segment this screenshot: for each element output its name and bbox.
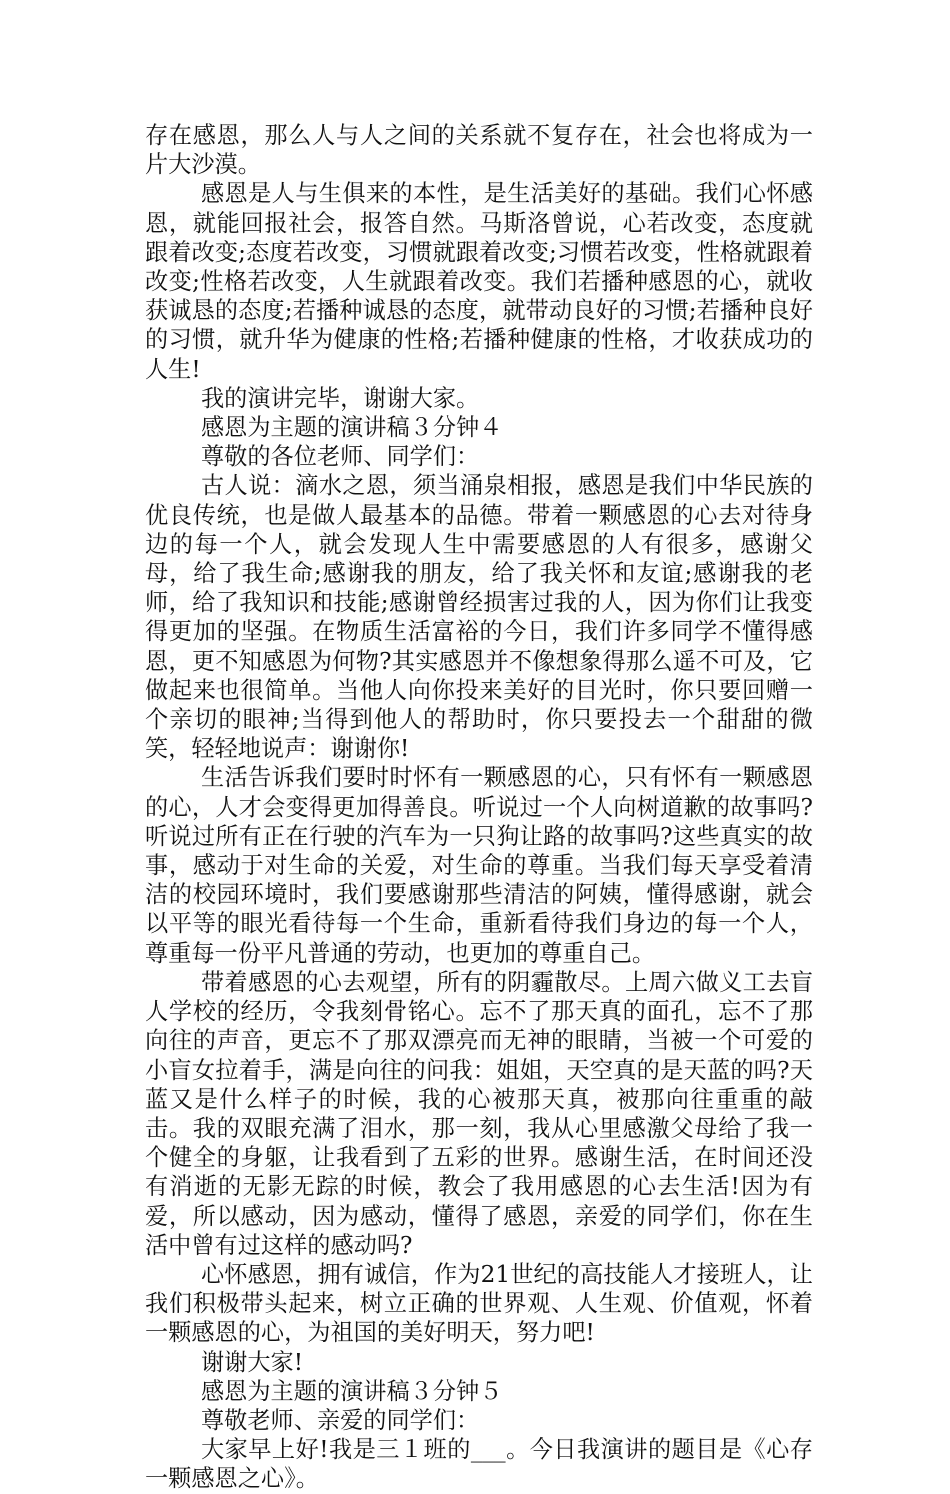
paragraph-7: 生活告诉我们要时时怀有一颗感恩的心，只有怀有一颗感恩的心，人才会变得更加得善良。听说过一个人向树道歉的故事吗?听说过所有正在行驶的汽车为一只狗让路的故事吗?这些真实的故事，感动于对生命的关爱，对生命的尊重。当我们每天享受着清洁的校园环境时，我们要感谢那些清洁的阿姨，懂得感谢，就会以平等的眼光看待每一个生命，重新看待我们身边的每一个人，尊重每一份平凡普通的劳动，也更加的尊重自己。 xyxy=(145,764,813,967)
closing-thanks: 谢谢大家! xyxy=(201,1348,304,1376)
speech-heading-5: 感恩为主题的演讲稿３分钟５ xyxy=(201,1377,503,1405)
document-page xyxy=(145,121,813,1494)
paragraph-1: 存在感恩，那么人与人之间的关系就不复存在，社会也将成为一片大沙漠。 xyxy=(145,122,813,179)
paragraph-8: 带着感恩的心去观望，所有的阴霾散尽。上周六做义工去盲人学校的经历，令我刻骨铭心。忘不了那天真的面孔，忘不了那向往的声音，更忘不了那双漂亮而无神的眼睛，当被一个可爱的小盲女拉着手，满是向往的问我：姐姐，天空真的是天蓝的吗?天蓝又是什么样子的时候，我的心被那天真，被那向往重重的敲击。我的双眼充满了泪水，那一刻，我从心里感激父母给了我一个健全的身躯，让我看到了五彩的世界。感谢生活，在时间还没有消逝的无影无踪的时候，教会了我用感恩的心去生活!因为有爱，所以感动，因为感动，懂得了感恩，亲爱的同学们，你在生活中曾有过这样的感动吗? xyxy=(145,968,813,1259)
speech-heading-4: 感恩为主题的演讲稿３分钟４ xyxy=(201,414,503,442)
greeting-4: 尊敬的各位老师、同学们： xyxy=(201,443,480,471)
paragraph-13: 大家早上好!我是三１班的___。今日我演讲的题目是《心存一颗感恩之心》。 xyxy=(145,1436,813,1493)
greeting-5: 尊敬老师、亲爱的同学们： xyxy=(201,1406,480,1434)
paragraph-6: 古人说：滴水之恩，须当涌泉相报，感恩是我们中华民族的优良传统，也是做人最基本的品德。带着一颗感恩的心去对待身边的每一个人，就会发现人生中需要感恩的人有很多，感谢父母，给了我生命;感谢我的朋友，给了我关怀和友谊;感谢我的老师，给了我知识和技能;感谢曾经损害过我的人，因为你们让我变得更加的坚强。在物质生活富裕的今日，我们许多同学不懂得感恩，更不知感恩为何物?其实感恩并不像想象得那么遥不可及，它做起来也很简单。当他人向你投来美好的目光时，你只要回赠一个亲切的眼神;当得到他人的帮助时，你只要投去一个甜甜的微笑，轻轻地说声：谢谢你! xyxy=(145,472,813,763)
paragraph-2: 感恩是人与生俱来的本性，是生活美好的基础。我们心怀感恩，就能回报社会，报答自然。马斯洛曾说，心若改变，态度就跟着改变;态度若改变，习惯就跟着改变;习惯若改变，性格就跟着改变;性格若改变，人生就跟着改变。我们若播种感恩的心，就收获诚恳的态度;若播种诚恳的态度，就带动良好的习惯;若播种良好的习惯，就升华为健康的性格;若播种健康的性格，才收获成功的人生! xyxy=(145,180,813,383)
paragraph-3: 我的演讲完毕，谢谢大家。 xyxy=(201,384,480,412)
paragraph-9: 心怀感恩，拥有诚信，作为21世纪的高技能人才接班人，让我们积极带头起来，树立正确的世界观、人生观、价值观，怀着一颗感恩的心，为祖国的美好明天，努力吧! xyxy=(145,1260,813,1347)
